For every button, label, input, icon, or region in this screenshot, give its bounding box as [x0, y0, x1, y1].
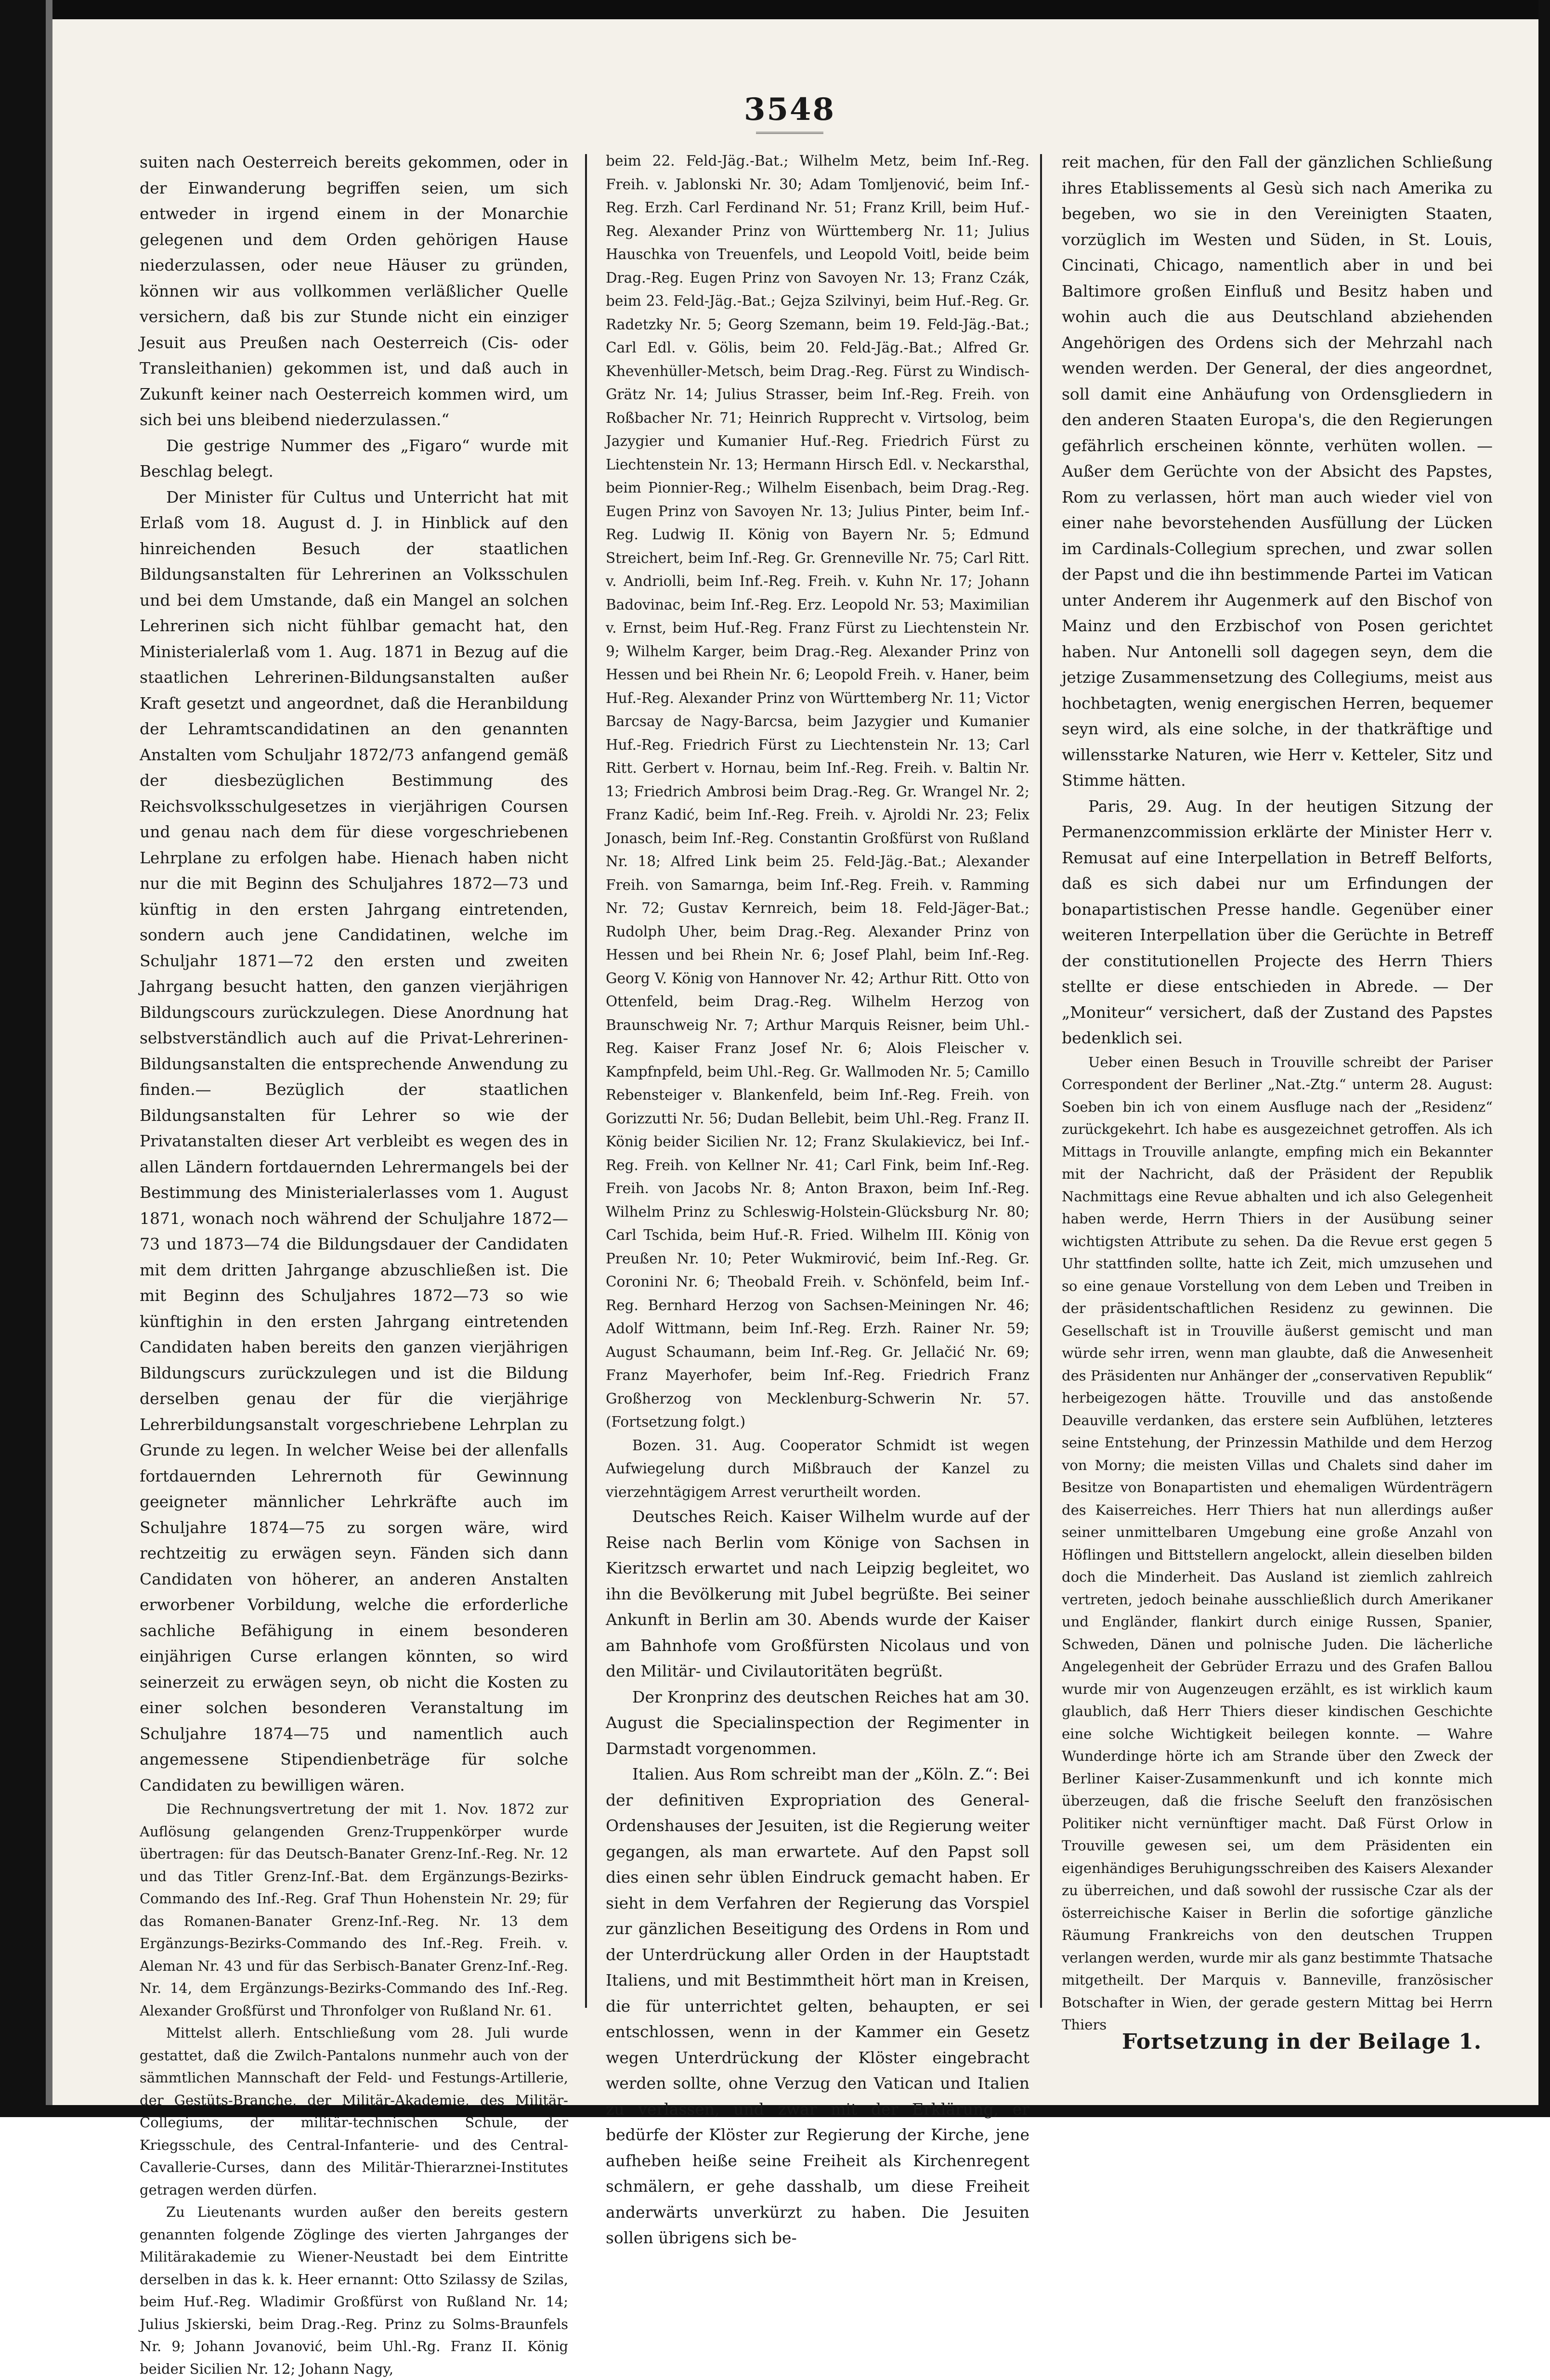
paragraph: Deutsches Reich. Kaiser Wilhelm wurde auf der Reise nach Berlin vom Könige von Sachsen in Kieritzsch erwartet und nach Leipzig begleitet, wo ihn die Bevölkerung mit Jubel begrüßte. Bei seiner Ankunft in Berlin am 30. Abends wurde der Kaiser am Bahnhofe vom Großfürsten Nicolaus und von den Militär- und Civilautoritäten begrüßt.: [606, 1507, 1029, 1680]
paragraph: Der Minister für Cultus und Unterricht hat mit Erlaß vom 18. August d. J. in Hinblick auf den hinreichenden Besuch der staatlichen Bildungsanstalten für Lehrerinen an Volksschulen und bei dem Umstande, daß ein Mangel an solchen Lehrerinen sich nicht fühlbar gemacht hat, den Ministerialerlaß vom 1. Aug. 1871 in Bezug auf die staatlichen Lehrerinen-Bildungsanstalten außer Kraft gesetzt und angeordnet, daß die Heranbildung der Lehramtscandidatinen an den genannten Anstalten vom Schuljahr 1872/73 anfangend gemäß der diesbezüglichen Bestimmung des Reichsvolksschulgesetzes in vierjährigen Coursen und genau nach dem für diese vorgeschriebenen Lehrplane zu erfolgen habe. Hienach haben nicht nur die mit Beginn des Schuljahres 1872—73 und künftig in den ersten Jahrgang eintretenden, sondern auch jene Candidatinen, welche im Schuljahr 1871—72 den ersten und zweiten Jahrgang besucht hatten, den ganzen vierjährigen Bildungscours zurückzulegen. Diese Anordnung hat selbstverständlich auch auf die Privat-Lehrerinen-Bildungsanstalten die entsprechende Anwendung zu finden.— Bezüglich der staatlichen Bildungsanstalten für Lehrer so wie der Privatanstalten dieser Art verbleibt es wegen des in allen Ländern fortdauernden Lehrermangels bei der Bestimmung des Ministerialerlasses vom 1. August 1871, wonach noch während der Schuljahre 1872—73 und 1873—74 die Bildungsdauer der Candidaten mit dem dritten Jahrgange abzuschließen ist. Die mit Beginn des Schuljahres 1872—73 so wie künftighin in den ersten Jahrgang eintretenden Candidaten haben bereits den ganzen vierjährigen Bildungscurs zurückzulegen und ist die Bildung derselben genau der für die vierjährige Lehrerbildungsanstalt vorgeschriebene Lehrplan zu Grunde zu legen. In welcher Weise bei der allenfalls fortdauernden Lehrernoth für Gewinnung geeigneter männlicher Lehrkräfte auch im Schuljahre 1874—75 zu sorgen wäre, wird rechtzeitig zu erwägen seyn. Fänden sich dann Candidaten von höherer, an anderen Anstalten erworbener Vorbildung, welche die erforderliche sachliche Befähigung in einem besonderen einjährigen Curse erlangen könnten, so wird seinerzeit zu erwägen seyn, ob nicht die Kosten zu einer solchen besonderen Veranstaltung im Schuljahre 1874—75 und namentlich auch angemessene Stipendienbeträge für solche Candidaten zu bewilligen wären.: [140, 487, 568, 1795]
paragraph: Die gestrige Nummer des „Figaro“ wurde mit Beschlag belegt.: [140, 436, 568, 481]
scan-border-left: [0, 0, 46, 2117]
column-rule-2: [1040, 154, 1042, 2008]
paragraph: Ueber einen Besuch in Trouville schreibt der Pariser Correspondent der Berliner „Nat.-Ztg.“ unterm 28. August: Soeben bin ich von einem Ausfluge nach der „Residenz“ zurückgekehrt. Ich habe es ausgezeichnet getroffen. Als ich Mittags in Trouville anlangte, empfing mich ein Bekannter mit der Nachricht, daß der Präsident der Republik Nachmittags eine Revue abhalten und ich also Gelegenheit haben werde, Herrn Thiers in der Ausübung seiner wichtigsten Attribute zu sehen. Da die Revue erst gegen 5 Uhr stattfinden sollte, hatte ich Zeit, mich umzusehen und so eine genaue Vorstellung von dem Leben und Treiben in der präsidentschaftlichen Residenz zu gewinnen. Die Gesellschaft ist in Trouville äußerst gemischt und man würde sehr irren, wenn man glaubte, daß die Anwesenheit des Präsidenten nur Anhänger der „conservativen Republik“ herbeigezogen hätte. Trouville und das anstoßende Deauville verdanken, das erstere sein Aufblühen, letzteres seine Entstehung, der Prinzessin Mathilde und dem Herzog von Morny; die meisten Villas und Chalets sind daher im Besitze von Bonapartisten und ehemaligen Würdenträgern des Kaiserreiches. Herr Thiers hat nun allerdings außer seiner unmittelbaren Umgebung eine große Anzahl von Höflingen und Bittstellern angelockt, allein dieselben bilden doch die Minderheit. Das Ausland ist ziemlich zahlreich vertreten, jedoch beinahe ausschließlich durch Amerikaner und Engländer, flankirt durch einige Russen, Spanier, Schweden, Dänen und polnische Juden. Die lächerliche Angelegenheit der Gebrüder Errazu und des Grafen Ballou wurde mir von Augenzeugen erzählt, es ist wirklich kaum glaublich, daß Herr Thiers dieser kindischen Geschichte eine solche Wichtigkeit beilegen konnte. — Wahre Wunderdinge hörte ich am Strande über den Zweck der Berliner Kaiser-Zusammenkunft und ich konnte mich überzeugen, daß die frische Seeluft den französischen Politiker nicht vernünftiger macht. Daß Fürst Orlow in Trouville gewesen sei, um dem Präsidenten ein eigenhändiges Beruhigungsschreiben des Kaisers Alexander zu überreichen, und daß sowohl der russische Czar als der österreichische Kaiser in Berlin die sofortige gänzliche Räumung Frankreichs von den deutschen Truppen verlangen werden, wurde mir als ganz bestimmte Thatsache mitgetheilt. Der Marquis v. Banneville, französischer Botschafter in Wien, der gerade gestern Mittag bei Herrn Thiers: [1062, 1053, 1493, 2033]
page-number: 3548: [743, 91, 836, 128]
scan-border-right: [1538, 0, 1550, 2117]
paragraph: Der Kronprinz des deutschen Reiches hat am 30. August die Specialinspection der Regimenter in Darmstadt vorgenommen.: [606, 1687, 1029, 1758]
column-rule-1: [585, 154, 587, 2008]
scan-border-top: [0, 0, 1550, 19]
column-1: [140, 149, 568, 2377]
paragraph: Italien. Aus Rom schreibt man der „Köln. Z.“: Bei der definitiven Expropriation des General-Ordenshauses der Jesuiten, ist die Regierung weiter gegangen, als man erwartete. Auf den Papst soll dies einen sehr üblen Eindruck gemacht haben. Er sieht in dem Verfahren der Regierung das Vorspiel zur gänzlichen Beseitigung des Ordens in Rom und der Unterdrückung aller Orden in der Hauptstadt Italiens, und mit Bestimmtheit hört man in Kreisen, die für unterrichtet gelten, behaupten, er sei entschlossen, wenn in der Kammer ein Gesetz wegen Unterdrückung der Klöster eingebracht werden sollte, ohne Verzug den Vatican und Italien zu verlassen, und zwar mit der Erklärung, er bedürfe der Klöster zur Regierung der Kirche, jene aufheben heiße seine Freiheit als Kirchenregent schmälern, er gehe dasshalb, um diese Freiheit anderwärts unverkürzt zu haben. Die Jesuiten sollen übrigens sich be-: [606, 1765, 1029, 2247]
continuation-note: Fortsetzung in der Beilage 1.: [1122, 2029, 1482, 2054]
paragraph: reit machen, für den Fall der gänzlichen Schließung ihres Etablissements al Gesù sich nach Amerika zu begeben, wo sie in den Vereinigten Staaten, vorzüglich im Westen und Süden, in St. Louis, Cincinati, Chicago, namentlich aber in und bei Baltimore großen Einfluß und Besitz haben und wohin auch die aus Deutschland abziehenden Angehörigen des Ordens sich der Mehrzahl nach wenden werden. Der General, der dies angeordnet, soll damit eine Anhäufung von Ordensgliedern in den anderen Staaten Europa's, die den Regierungen gefährlich erscheinen könnte, verhüten wollen. — Außer dem Gerüchte von der Absicht des Papstes, Rom zu verlassen, hört man auch wieder viel von einer nahe bevorstehenden Ausfüllung der Lücken im Cardinals-Collegium sprechen, und zwar sollen der Papst und die ihn bestimmende Partei im Vatican unter Anderem ihr Augenmerk auf den Bischof von Mainz und den Erzbischof von Posen gerichtet haben. Nur Antonelli soll dagegen seyn, dem die jetzige Zusammensetzung des Collegiums, meist aus hochbetagten, wenig energischen Herren, bequemer seyn wird, als eine solche, in der thatkräftige und willensstarke Naturen, wie Herr v. Ketteler, Sitz und Stimme hätten.: [1062, 153, 1493, 790]
page-number-flourish: [756, 129, 823, 134]
paragraph: beim 22. Feld-Jäg.-Bat.; Wilhelm Metz, beim Inf.-Reg. Freih. v. Jablonski Nr. 30; Adam Tomljenović, beim Inf.-Reg. Erzh. Carl Ferdinand Nr. 51; Franz Krill, beim Huf.-Reg. Alexander Prinz von Württemberg Nr. 11; Julius Hauschka von Treuenfels, und Leopold Voitl, beide beim Drag.-Reg. Eugen Prinz von Savoyen Nr. 13; Franz Czák, beim 23. Feld-Jäg.-Bat.; Gejza Szilvinyi, beim Huf.-Reg. Gr. Radetzky Nr. 5; Georg Szemann, beim 19. Feld-Jäg.-Bat.; Carl Edl. v. Gölis, beim 20. Feld-Jäg.-Bat.; Alfred Gr. Khevenhüller-Metsch, beim Drag.-Reg. Fürst zu Windisch-Grätz Nr. 14; Julius Strasser, beim Inf.-Reg. Freih. von Roßbacher Nr. 71; Heinrich Rupprecht v. Virtsolog, beim Jazygier und Kumanier Huf.-Reg. Friedrich Fürst zu Liechtenstein Nr. 13; Hermann Hirsch Edl. v. Neckarsthal, beim Pionnier-Reg.; Wilhelm Eisenbach, beim Drag.-Reg. Eugen Prinz von Savoyen Nr. 13; Julius Pinter, beim Inf.-Reg. Ludwig II. König von Bayern Nr. 5; Edmund Streichert, beim Inf.-Reg. Gr. Grenneville Nr. 75; Carl Ritt. v. Andriolli, beim Inf.-Reg. Freih. v. Kuhn Nr. 17; Johann Badovinac, beim Inf.-Reg. Erz. Leopold Nr. 53; Maximilian v. Ernst, beim Huf.-Reg. Franz Fürst zu Liechtenstein Nr. 9; Wilhelm Karger, beim Drag.-Reg. Alexander Prinz von Hessen und bei Rhein Nr. 6; Leopold Freih. v. Haner, beim Huf.-Reg. Alexander Prinz von Württemberg Nr. 11; Victor Barcsay de Nagy-Barcsa, beim Jazygier und Kumanier Huf.-Reg. Friedrich Fürst zu Liechtenstein Nr. 13; Carl Ritt. Gerbert v. Hornau, beim Inf.-Reg. Freih. v. Baltin Nr. 13; Friedrich Ambrosi beim Drag.-Reg. Gr. Wrangel Nr. 2; Franz Kadić, beim Inf.-Reg. Freih. v. Ajroldi Nr. 23; Felix Jonasch, beim Inf.-Reg. Constantin Großfürst von Rußland Nr. 18; Alfred Link beim 25. Feld-Jäg.-Bat.; Alexander Freih. von Samarnga, beim Inf.-Reg. Freih. v. Ramming Nr. 72; Gustav Kernreich, beim 18. Feld-Jäger-Bat.; Rudolph Uher, beim Drag.-Reg. Alexander Prinz von Hessen und bei Rhein Nr. 6; Josef Plahl, beim Inf.-Reg. Georg V. König von Hannover Nr. 42; Arthur Ritt. Otto von Ottenfeld, beim Drag.-Reg. Wilhelm Herzog von Braunschweig Nr. 7; Arthur Marquis Reisner, beim Uhl.-Reg. Kaiser Franz Josef Nr. 6; Alois Fleischer v. Kampfnpfeld, beim Uhl.-Reg. Gr. Wallmoden Nr. 5; Camillo Rebensteiger v. Blankenfeld, beim Inf.-Reg. Freih. von Gorizzutti Nr. 56; Dudan Bellebit, beim Uhl.-Reg. Franz II. König beider Sicilien Nr. 12; Franz Skulakievicz, bei Inf.-Reg. Freih. von Kellner Nr. 41; Carl Fink, beim Inf.-Reg. Freih. von Jacobs Nr. 8; Anton Braxon, beim Inf.-Reg. Wilhelm Prinz zu Schleswig-Holstein-Glücksburg Nr. 80; Carl Tschida, beim Huf.-R. Fried. Wilhelm III. König von Preußen Nr. 10; Peter Wukmirović, beim Inf.-Reg. Gr. Coronini Nr. 6; Theobald Freih. v. Schönfeld, beim Inf.-Reg. Bernhard Herzog von Sachsen-Meiningen Nr. 46; Adolf Wittmann, beim Inf.-Reg. Erzh. Rainer Nr. 59; August Schaumann, beim Inf.-Reg. Gr. Jellačić Nr. 69; Franz Mayerhofer, beim Inf.-Reg. Friedrich Franz Großherzog von Mecklenburg-Schwerin Nr. 57. (Fortsetzung folgt.): [606, 153, 1029, 1430]
paragraph: Bozen. 31. Aug. Cooperator Schmidt ist wegen Aufwiegelung durch Mißbrauch der Kanzel zu vierzehntägigem Arrest verurtheilt worden.: [606, 1437, 1029, 1500]
scan-border-left-inner: [46, 0, 52, 2117]
paragraph: Zu Lieutenants wurden außer den bereits gestern genannten folgende Zöglinge des vierten Jahrganges der Militärakademie zu Wiener-Neustadt bei dem Eintritte derselben in das k. k. Heer ernannt: Otto Szilassy de Szilas, beim Huf.-Reg. Wladimir Großfürst von Rußland Nr. 14; Julius Jskierski, beim Drag.-Reg. Prinz zu Solms-Braunfels Nr. 9; Johann Jovanović, beim Uhl.-Rg. Franz II. König beider Sicilien Nr. 12; Johann Nagy,: [140, 2204, 568, 2377]
paragraph: suiten nach Oesterreich bereits gekommen, oder in der Einwanderung begriffen seien, um sich entweder in irgend einem in der Monarchie gelegenen und dem Orden gehörigen Hause niederzulassen, oder neue Häuser zu gründen, können wir aus vollkommen verläßlicher Quelle versichern, daß bis zur Stunde nicht ein einziger Jesuit aus Preußen nach Oesterreich (Cis- oder Transleithanien) gekommen ist, und daß auch in Zukunft keiner nach Oesterreich kommen wird, um sich bei uns bleibend niederzulassen.“: [140, 153, 568, 429]
column-3: [1062, 149, 1493, 2033]
paragraph: Die Rechnungsvertretung der mit 1. Nov. 1872 zur Auflösung gelangenden Grenz-Truppenkörper wurde übertragen: für das Deutsch-Banater Grenz-Inf.-Reg. Nr. 12 und das Titler Grenz-Inf.-Bat. dem Ergänzungs-Bezirks-Commando des Inf.-Reg. Graf Thun Hohenstein Nr. 29; für das Romanen-Banater Grenz-Inf.-Reg. Nr. 13 dem Ergänzungs-Bezirks-Commando des Inf.-Reg. Freih. v. Aleman Nr. 43 und für das Serbisch-Banater Grenz-Inf.-Reg. Nr. 14, dem Ergänzungs-Bezirks-Commando des Inf.-Reg. Alexander Großfürst und Thronfolger von Rußland Nr. 61.: [140, 1801, 568, 2019]
column-2: [606, 149, 1029, 2247]
paragraph: Paris, 29. Aug. In der heutigen Sitzung der Permanenzcommission erklärte der Minister Herr v. Remusat auf eine Interpellation in Betreff Belforts, daß es sich dabei nur um Erfindungen der bonapartistischen Presse handle. Gegenüber einer weiteren Interpellation über die Gerüchte in Betreff der constitutionellen Projecte des Herrn Thiers stellte er diese entschieden in Abrede. — Der „Moniteur“ versichert, daß der Zustand des Papstes bedenklich sei.: [1062, 796, 1493, 1047]
paragraph: Mittelst allerh. Entschließung vom 28. Juli wurde gestattet, daß die Zwilch-Pantalons nunmehr auch von der sämmtlichen Mannschaft der Feld- und Festungs-Artillerie, der Gestüts-Branche, der Militär-Akademie, des Militär-Collegiums, der militär-technischen Schule, der Kriegsschule, des Central-Infanterie- und des Central-Cavallerie-Curses, dann des Militär-Thierarznei-Institutes getragen werden dürfen.: [140, 2025, 568, 2198]
